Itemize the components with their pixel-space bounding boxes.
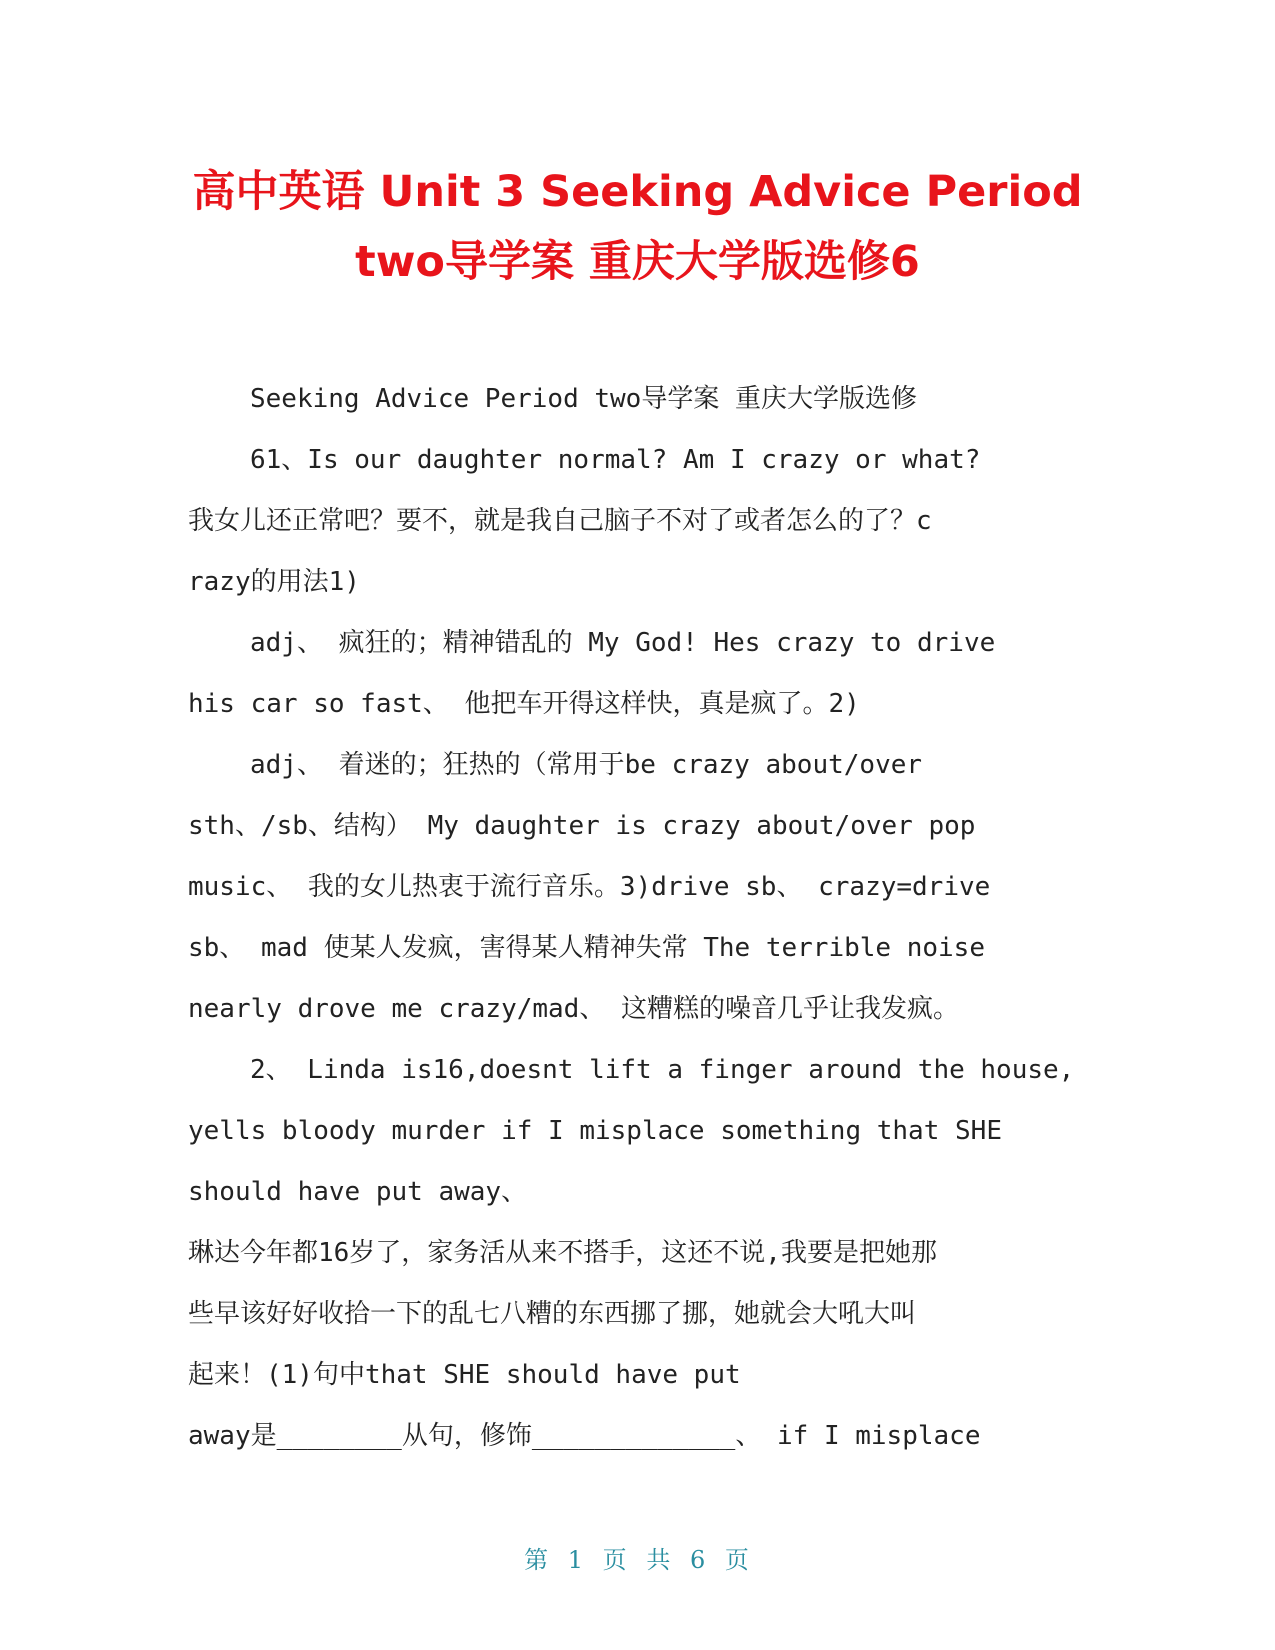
footer-total-pages: 6	[689, 1546, 708, 1574]
body-line: 起来！(1)句中that SHE should have put	[188, 1360, 741, 1390]
body-line: adj、 着迷的；狂热的（常用于be crazy about/over	[250, 750, 923, 780]
body-line: sb、 mad 使某人发疯，害得某人精神失常 The terrible noise	[188, 933, 985, 963]
body-line: 些早该好好收拾一下的乱七八糟的东西挪了挪，她就会大吼大叫	[188, 1299, 917, 1329]
body-line: away是________从句，修饰_____________、 if I misplace	[188, 1421, 981, 1451]
document-title-line-2: two导学案 重庆大学版选修6	[355, 237, 920, 287]
body-line: sth、/sb、结构） My daughter is crazy about/over pop	[188, 811, 976, 841]
body-line: 61、Is our daughter normal? Am I crazy or what?	[250, 445, 981, 475]
footer-ye: 页	[602, 1546, 629, 1574]
document-title-line-1: 高中英语 Unit 3 Seeking Advice Period	[192, 167, 1083, 217]
document-body	[188, 369, 1088, 1467]
body-line: his car so fast、 他把车开得这样快，真是疯了。2)	[188, 689, 860, 719]
footer-ye2: 页	[724, 1546, 751, 1574]
body-line: yells bloody murder if I misplace something that SHE	[188, 1116, 1002, 1146]
body-line: adj、 疯狂的；精神错乱的 My God! Hes crazy to drive	[250, 628, 996, 658]
body-line: nearly drove me crazy/mad、 这糟糕的噪音几乎让我发疯。	[188, 994, 959, 1024]
footer-di: 第	[524, 1546, 551, 1574]
body-line: 琳达今年都16岁了，家务活从来不搭手，这还不说,我要是把她那	[188, 1238, 937, 1268]
body-line: razy的用法1)	[188, 567, 360, 597]
body-line: 2、 Linda is16,doesnt lift a finger around the house,	[250, 1055, 1075, 1085]
body-line: Seeking Advice Period two导学案 重庆大学版选修	[250, 384, 917, 414]
body-line: music、 我的女儿热衷于流行音乐。3)drive sb、 crazy=drive	[188, 872, 991, 902]
footer-gong: 共	[646, 1546, 673, 1574]
body-line: should have put away、	[188, 1177, 528, 1207]
page-footer	[0, 1540, 1275, 1575]
footer-page-number: 1	[567, 1546, 586, 1574]
body-line: 我女儿还正常吧？要不，就是我自己脑子不对了或者怎么的了？c	[188, 506, 932, 536]
